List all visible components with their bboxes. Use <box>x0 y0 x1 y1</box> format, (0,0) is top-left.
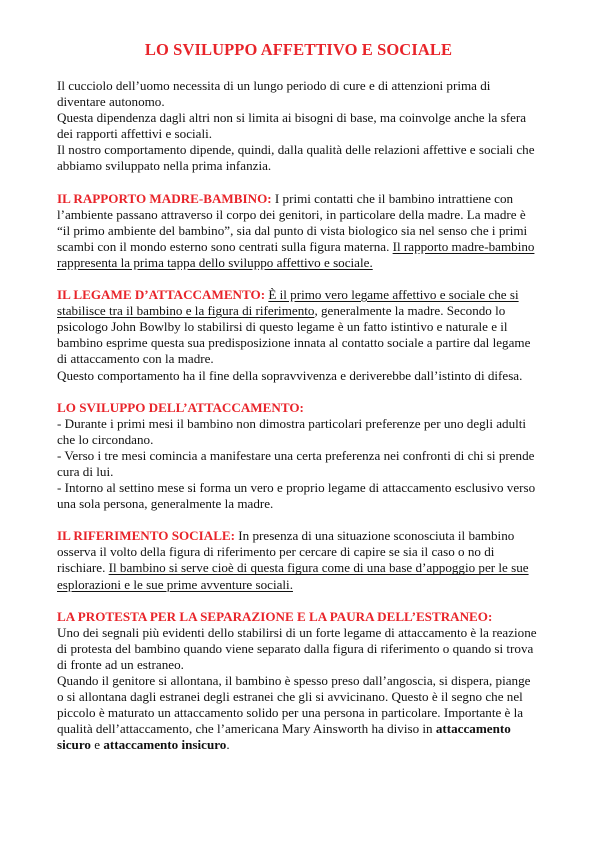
sviluppo-section <box>57 400 540 513</box>
section-heading-madre-bambino: IL RAPPORTO MADRE-BAMBINO: <box>57 190 272 206</box>
intro-paragraph-3: Il nostro comportamento dipende, quindi, dalla qualità delle relazioni affettive e sociali che abbiamo sviluppato nella prima infanzia. <box>57 142 535 174</box>
riferimento-text: In presenza di una situazione sconosciuta il bambino osserva il volto della figura di riferimento per cercare di capire se sia il caso o no di rischiare. <box>57 528 515 576</box>
section-heading-protesta: LA PROTESTA PER LA SEPARAZIONE E LA PAURA DELL’ESTRANEO: <box>57 608 493 624</box>
section-heading-attaccamento: IL LEGAME D’ATTACCAMENTO: <box>57 287 266 303</box>
list-item: - Durante i primi mesi il bambino non dimostra particolari preferenze per uno degli adulti che lo circondano. <box>57 415 527 447</box>
section-heading-sviluppo: LO SVILUPPO DELL’ATTACCAMENTO: <box>57 399 304 415</box>
riferimento-section <box>57 528 540 592</box>
protesta-conj: e <box>90 737 104 753</box>
intro-section <box>57 78 540 175</box>
intro-paragraph-2: Questa dipendenza dagli altri non si limita ai bisogni di base, ma coinvolge anche la sfera dei rapporti affettivi e sociali. <box>57 110 527 142</box>
protesta-paragraph-2 <box>57 673 540 753</box>
madre-bambino-section <box>57 191 540 271</box>
intro-paragraph-1: Il cucciolo dell’uomo necessita di un lungo periodo di cure e di attenzioni prima di diventare autonomo. <box>57 78 491 110</box>
list-item: - Intorno al settino mese si forma un vero e proprio legame di attaccamento esclusivo verso una sola persona, generalmente la madre. <box>57 480 536 512</box>
protesta-section <box>57 609 540 754</box>
riferimento-underlined: Il bambino si serve cioè di questa figura come di una base d’appoggio per le sue esplorazioni e le sue prime avventure sociali. <box>57 560 529 592</box>
bold-term-insicuro: attaccamento insicuro <box>103 737 227 753</box>
attaccamento-paragraph-2: Questo comportamento ha il fine della sopravvivenza e deriverebbe dall’istinto di difesa. <box>57 367 523 383</box>
madre-bambino-text: I primi contatti che il bambino intrattiene con l’ambiente passano attraverso il corpo dei genitori, in particolare della madre. La madre è “il primo ambiente del bambino”, sia dal punto di vista biologico sia nel senso che i primi scambi con il mondo esterno sono centrati sulla figura materna. <box>57 190 528 254</box>
document-page <box>57 40 540 753</box>
madre-bambino-paragraph <box>57 191 540 271</box>
attaccamento-text: , generalmente la madre. Secondo lo psicologo John Bowlby lo stabilirsi di questo legame è un fatto istintivo e naturale e il bambino esprime questa sua predisposizione innata al contatto sociale a partire dal legame di attaccamento con la madre. <box>57 303 531 367</box>
page-title: LO SVILUPPO AFFETTIVO E SOCIALE <box>144 40 453 59</box>
riferimento-paragraph <box>57 528 540 592</box>
attaccamento-underlined: È il primo vero legame affettivo e sociale che si stabilisce tra il bambino e la figura di riferimento <box>57 287 519 319</box>
attaccamento-paragraph <box>57 287 540 367</box>
protesta-text: Quando il genitore si allontana, il bambino è spesso preso dall’angoscia, si dispera, piange o si allontana dagli estranei degli estranei che gli si avvicinano. Questo è il segno che nel piccolo è maturato un attaccamento solido per una persona in particolare. Importante è la qualità dell’attaccamento, che l’americana Mary Ainsworth ha diviso in <box>57 673 531 737</box>
attaccamento-section <box>57 287 540 384</box>
madre-bambino-underlined: Il rapporto madre-bambino rappresenta la prima tappa dello sviluppo affettivo e sociale. <box>57 238 535 270</box>
list-item: - Verso i tre mesi comincia a manifestare una certa preferenza nei confronti di chi si prende cura di lui. <box>57 447 535 479</box>
protesta-paragraph-1: Uno dei segnali più evidenti dello stabilirsi di un forte legame di attaccamento è la reazione di protesta del bambino quando viene separato dalla figura di riferimento o quando si trova di fronte ad un estraneo. <box>57 624 537 672</box>
section-heading-riferimento: IL RIFERIMENTO SOCIALE: <box>57 528 236 544</box>
protesta-end: . <box>226 737 230 753</box>
bold-term-sicuro: attaccamento sicuro <box>57 721 511 753</box>
